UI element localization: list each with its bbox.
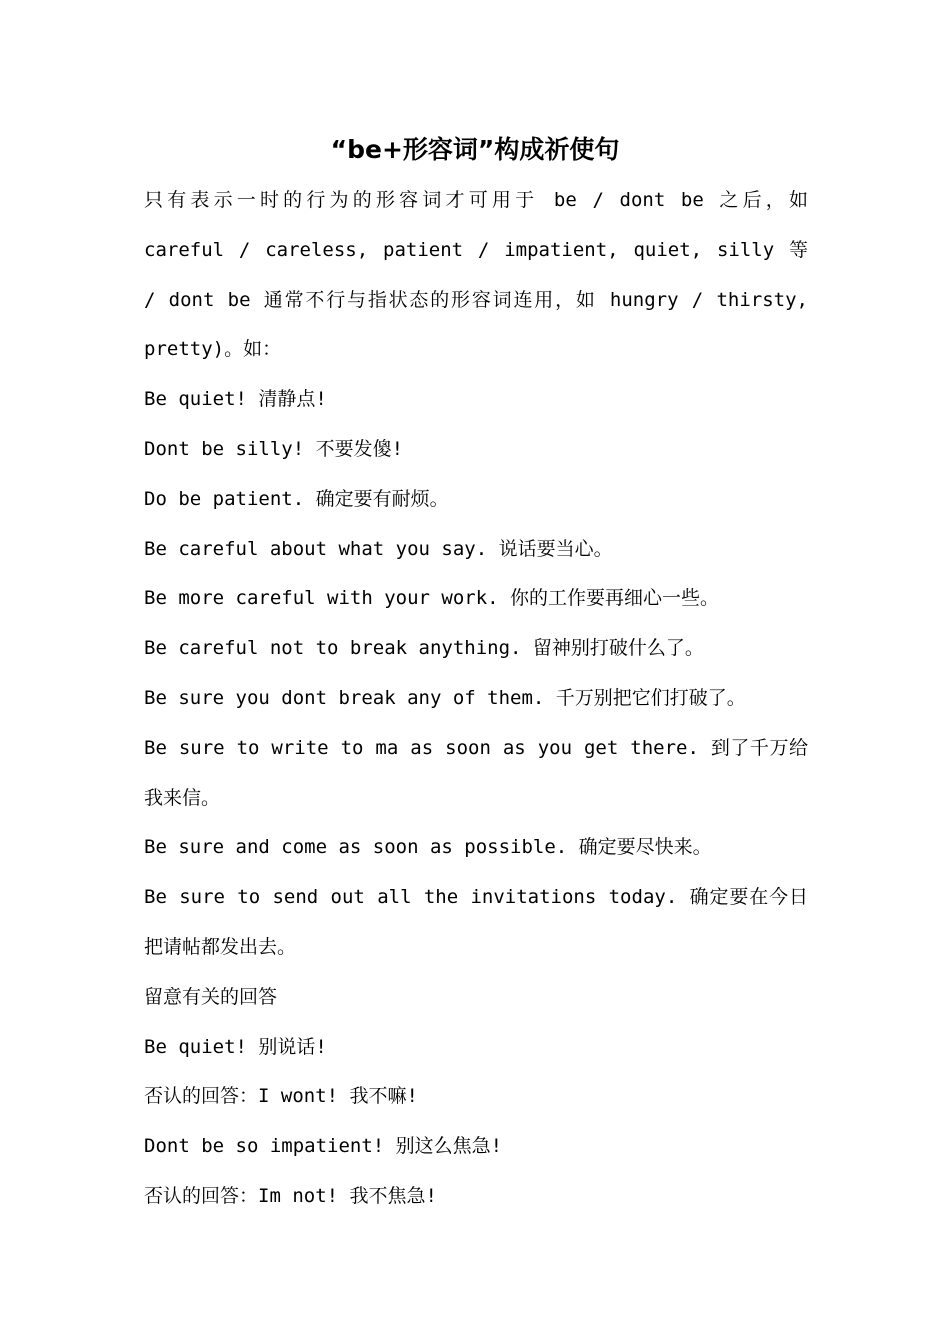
response-line: 否认的回答：Im not! 我不焦急! bbox=[144, 1184, 437, 1207]
example-sentence: Be sure to write to ma as soon as you get there. 到了千万给 bbox=[144, 736, 808, 759]
intro-line: / dont be 通常不行与指状态的形容词连用，如 hungry / thirsty, bbox=[144, 288, 808, 311]
section-heading: 留意有关的回答 bbox=[144, 985, 278, 1008]
example-sentence: Be careful about what you say. 说话要当心。 bbox=[144, 537, 613, 560]
example-sentence-continued: 把请帖都发出去。 bbox=[144, 935, 297, 958]
intro-line: 只有表示一时的行为的形容词才可用于 be / dont be 之后，如 bbox=[144, 189, 808, 211]
example-sentence: Be careful not to break anything. 留神别打破什么了。 bbox=[144, 637, 704, 660]
intro-line: pretty)。如： bbox=[144, 338, 282, 361]
response-line: Be quiet! 别说话! bbox=[144, 1035, 327, 1058]
example-sentence-continued: 我来信。 bbox=[144, 786, 221, 809]
response-line: 否认的回答：I wont! 我不嘛! bbox=[144, 1085, 418, 1108]
example-sentence: Be more careful with your work. 你的工作要再细心一些。 bbox=[144, 587, 720, 610]
intro-line: careful / careless, patient / impatient, quiet, silly 等 bbox=[144, 238, 808, 261]
example-sentence: Be quiet! 清静点! bbox=[144, 388, 327, 411]
document-title: “be+形容词”构成祈使句 bbox=[330, 135, 620, 164]
example-sentence: Be sure you dont break any of them. 千万别把它们打破了。 bbox=[144, 686, 746, 709]
example-sentence: Be sure to send out all the invitations today. 确定要在今日 bbox=[144, 886, 808, 909]
example-sentence: Dont be silly! 不要发傻! bbox=[144, 437, 404, 460]
example-sentence: Do be patient. 确定要有耐烦。 bbox=[144, 487, 449, 510]
example-sentence: Be sure and come as soon as possible. 确定要尽快来。 bbox=[144, 836, 712, 859]
response-line: Dont be so impatient! 别这么焦急! bbox=[144, 1135, 503, 1158]
document-body bbox=[144, 176, 808, 1222]
